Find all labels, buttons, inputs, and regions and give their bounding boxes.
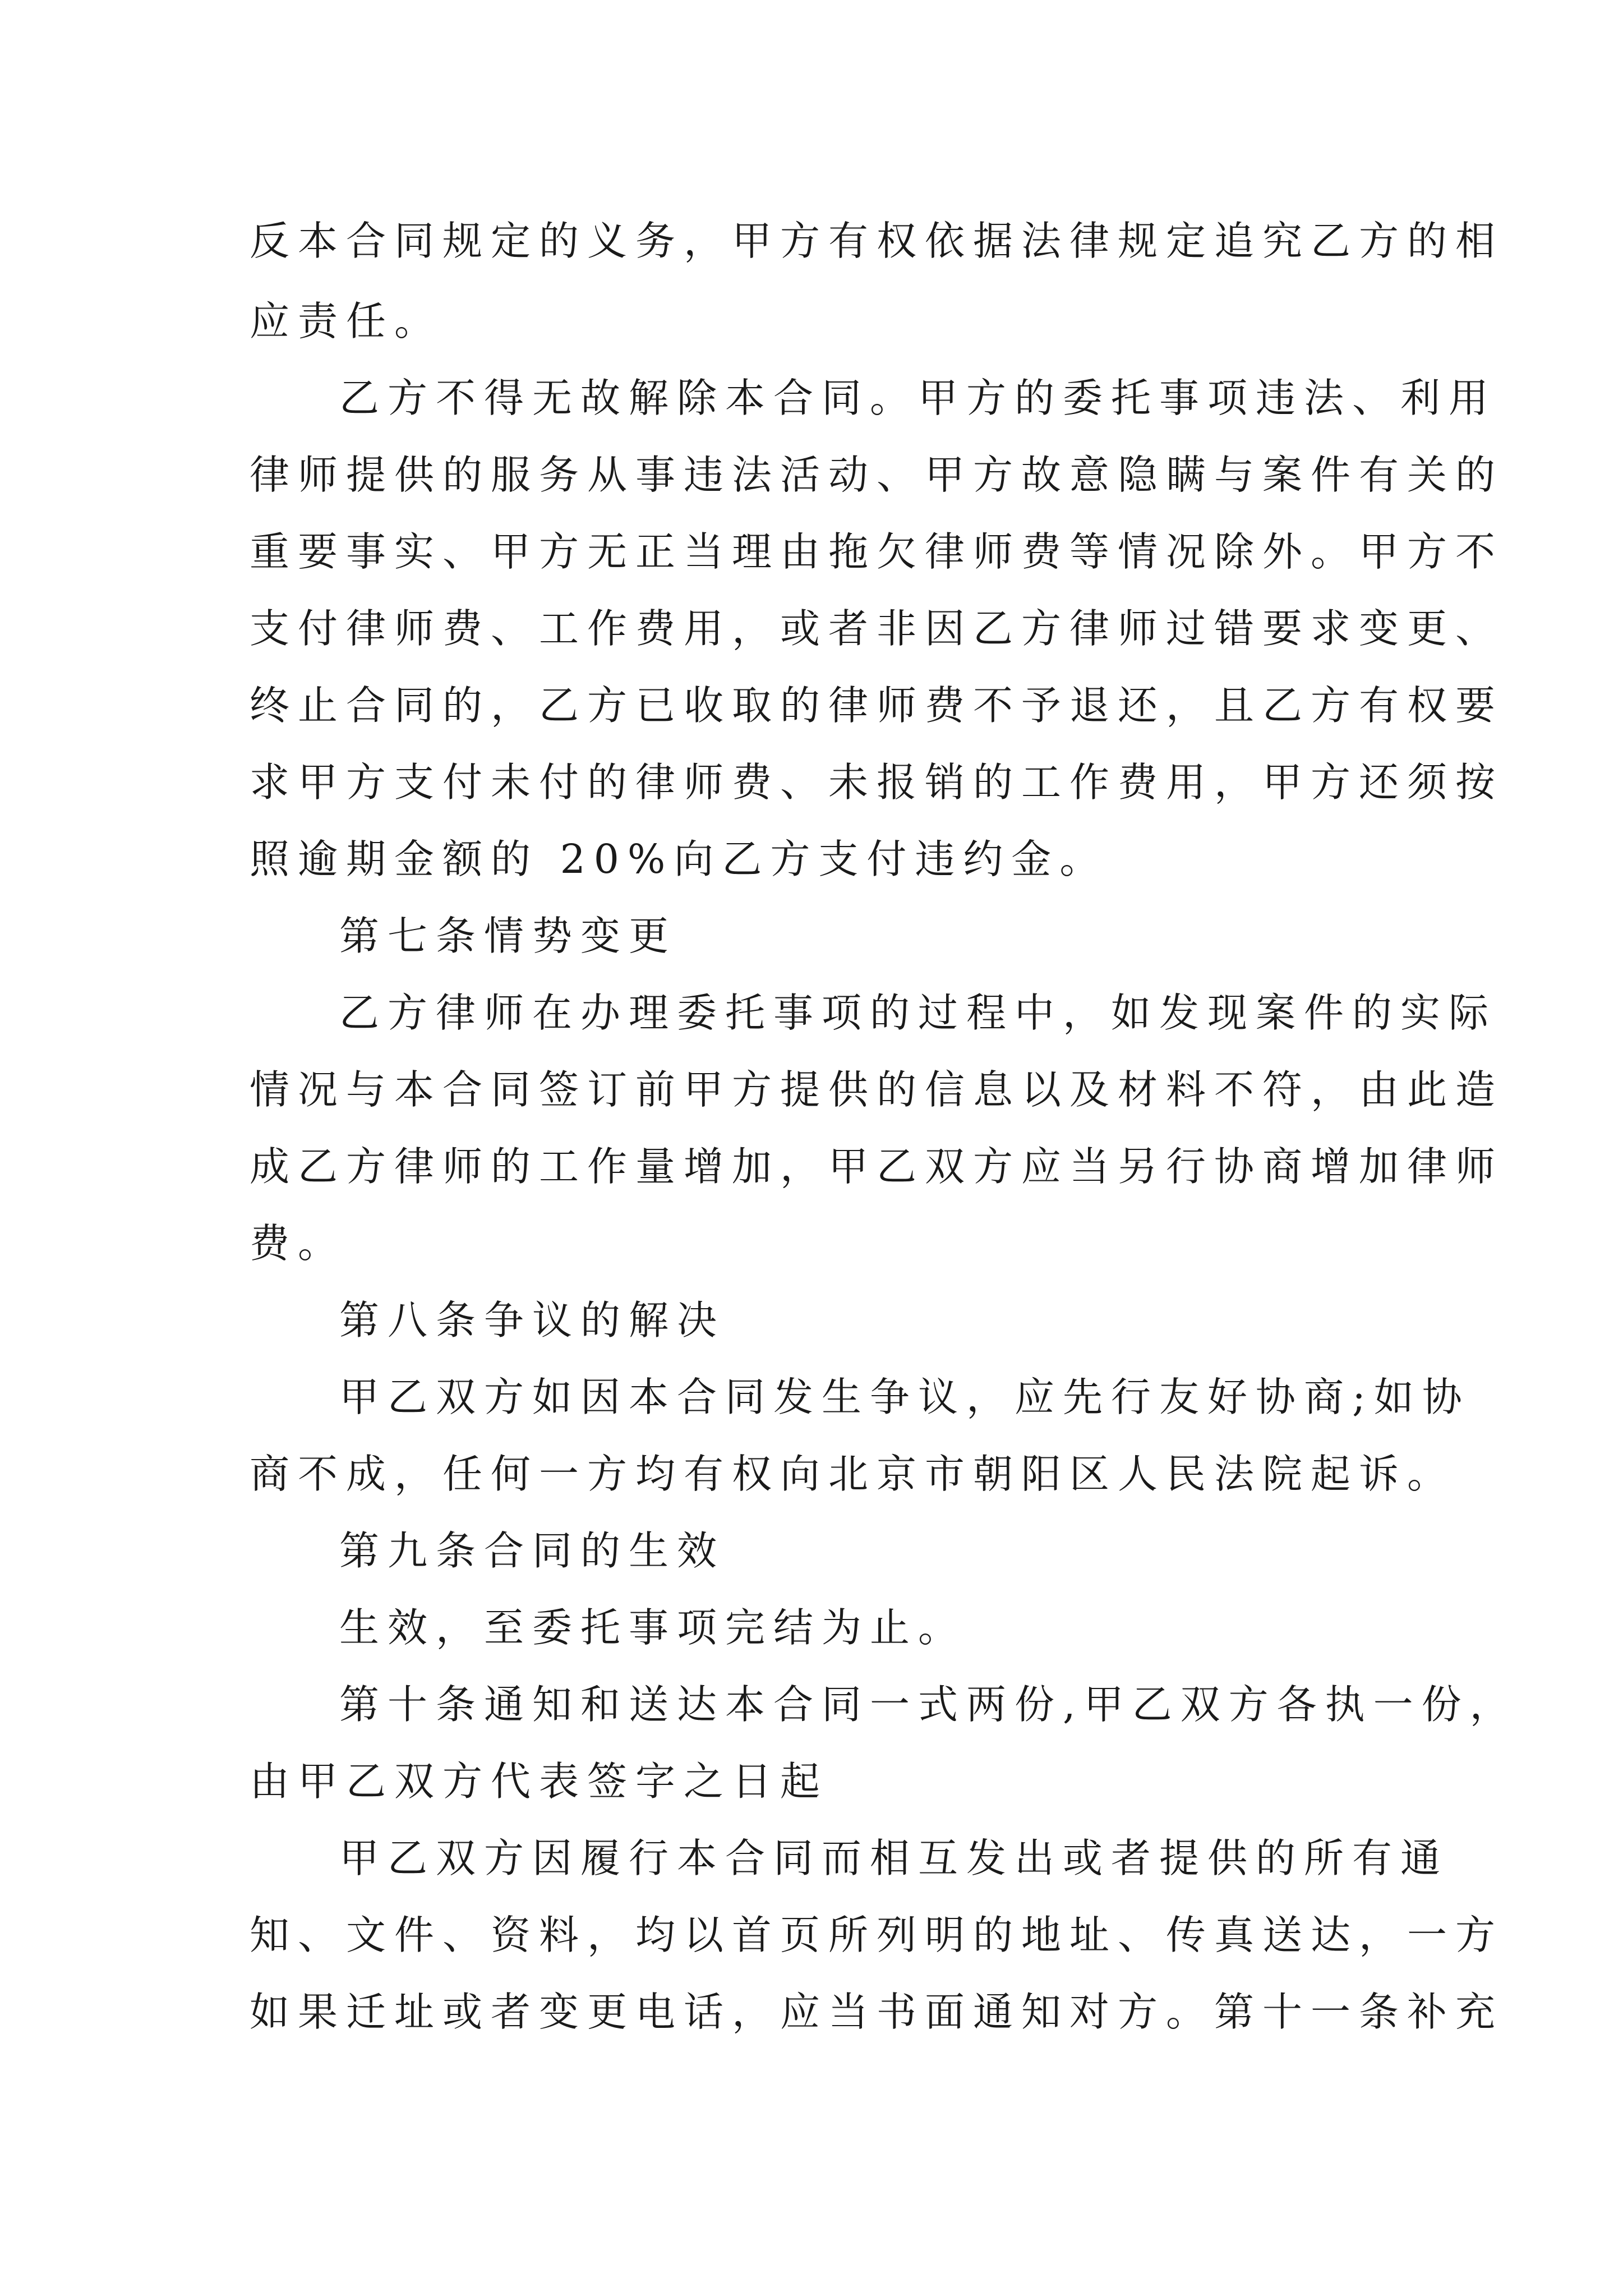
text-line: 第十条通知和送达本合同一式两份,甲乙双方各执一份， (339, 1681, 1518, 1728)
text-line: 情况与本合同签订前甲方提供的信息以及材料不符，由此造 (250, 1066, 1504, 1113)
text-line: 知、文件、资料，均以首页所列明的地址、传真送达，一方 (250, 1912, 1504, 1958)
section-heading: 第九条合同的生效 (339, 1527, 726, 1574)
text-line: 成乙方律师的工作量增加，甲乙双方应当另行协商增加律师 (250, 1143, 1504, 1190)
text-line: 照逾期金额的 20%向乙方支付违约金。 (250, 836, 1108, 882)
text-line: 反本合同规定的义务，甲方有权依据法律规定追究乙方的相 (250, 218, 1504, 264)
text-line: 甲乙双方如因本合同发生争议，应先行友好协商;如协 (339, 1374, 1470, 1420)
text-line: 应责任。 (250, 298, 443, 344)
text-line: 律师提供的服务从事违法活动、甲方故意隐瞒与案件有关的 (250, 452, 1504, 498)
section-heading: 第八条争议的解决 (339, 1297, 726, 1343)
text-line: 商不成，任何一方均有权向北京市朝阳区人民法院起诉。 (250, 1451, 1456, 1497)
text-line: 重要事实、甲方无正当理由拖欠律师费等情况除外。甲方不 (250, 528, 1504, 575)
text-line: 求甲方支付未付的律师费、未报销的工作费用，甲方还须按 (250, 759, 1504, 806)
text-line: 支付律师费、工作费用，或者非因乙方律师过错要求变更、 (250, 605, 1504, 652)
section-heading: 第七条情势变更 (339, 913, 677, 959)
text-line: 终止合同的，乙方已收取的律师费不予退还，且乙方有权要 (250, 682, 1504, 729)
text-line: 费。 (250, 1220, 347, 1267)
text-line: 生效，至委托事项完结为止。 (339, 1604, 967, 1651)
text-line: 乙方不得无故解除本合同。甲方的委托事项违法、利用 (339, 375, 1497, 421)
text-line: 由甲乙双方代表签字之日起 (250, 1758, 829, 1805)
text-line: 甲乙双方因履行本合同而相互发出或者提供的所有通 (339, 1835, 1449, 1881)
text-line: 如果迁址或者变更电话，应当书面通知对方。第十一条补充 (250, 1989, 1504, 2035)
text-line: 乙方律师在办理委托事项的过程中，如发现案件的实际 (339, 990, 1497, 1036)
